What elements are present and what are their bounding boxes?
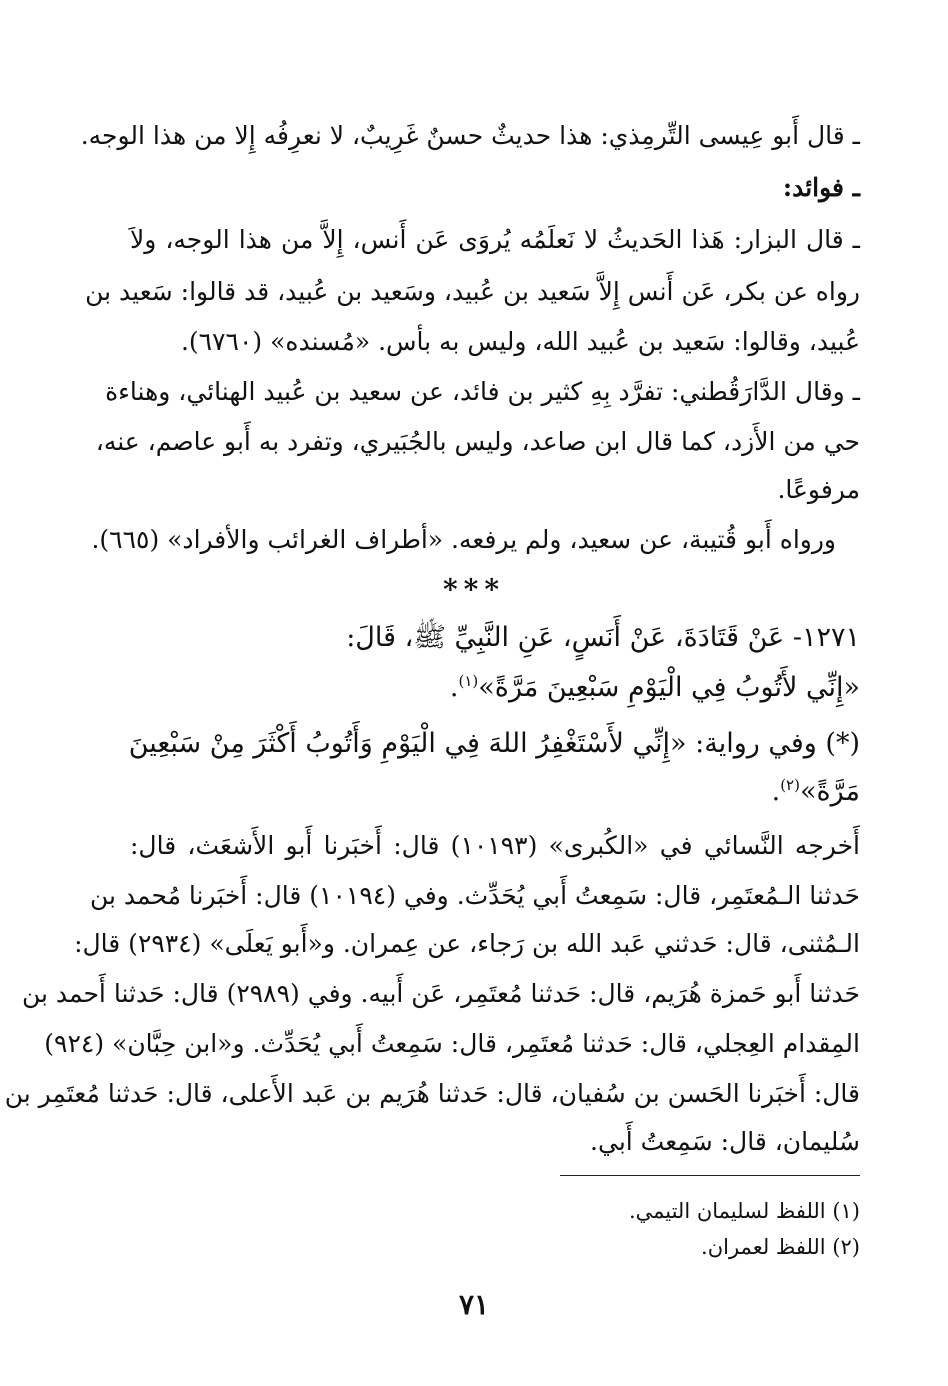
section-separator: *** xyxy=(443,573,505,606)
takhrij-line-6: قال: أَخبَرنا الحَسن بن سُفيان، قال: حَدثنا هُرَيم بن عَبد الأَعلى، قال: حَدثنا مُعتَمِر بن xyxy=(4,1079,860,1108)
tirmidhi-ruling: ـ قال أَبو عِيسى التِّرمِذي: هذا حديثٌ حسنٌ غَرِيبٌ، لا نعرِفُه إِلا من هذا الوجه. xyxy=(80,121,860,150)
hadith-variant-text: مَرَّةً» xyxy=(799,776,860,807)
hadith-variant-line-1: (*) وفي رواية: «إِنِّي لأَسْتَغْفِرُ اللهَ فِي الْيَوْمِ وَأَتُوبُ أَكْثَرَ مِنْ سَبْعِينَ xyxy=(128,728,860,759)
bazzar-line-2: رواه عن بكر، عَن أَنس إِلاَّ سَعيد بن عُبيد، وسَعيد بن عُبيد، قد قالوا: سَعيد بن xyxy=(85,277,860,306)
footnote-ref-2: (٢) xyxy=(780,776,800,794)
takhrij-line-7: سُليمان، قال: سَمِعتُ أَبي. xyxy=(590,1127,860,1156)
takhrij-line-4: حَدثنا أَبو حَمزة هُرَيم، قال: حَدثنا مُعتَمِر، عَن أَبيه. وفي (٢٩٨٩) قال: حَدثنا أَحمد بن xyxy=(21,979,860,1008)
takhrij-line-2: حَدثنا الـمُعتَمِر، قال: سَمِعتُ أَبي يُحَدِّث. وفي (١٠١٩٤) قال: أَخبَرنا مُحمد بن xyxy=(89,881,860,910)
footnote-divider xyxy=(560,1175,860,1176)
daraqutni-line-3: مرفوعًا. xyxy=(777,475,860,504)
footnote-ref-1: (١) xyxy=(458,672,479,690)
bazzar-line-3: عُبيد، وقالوا: سَعيد بن عُبيد الله، وليس به بأس. «مُسنده» (٦٧٦٠). xyxy=(180,327,860,356)
page-number: ٧١ xyxy=(458,1288,490,1321)
hadith-1271-isnad: ١٢٧١- عَنْ قَتَادَةَ، عَنْ أَنَسٍ، عَنِ النَّبِيِّ ﷺ، قَالَ: xyxy=(346,622,860,653)
abu-qutayba-note: ورواه أَبو قُتيبة، عن سعيد، ولم يرفعه. «أطراف الغرائب والأفراد» (٦٦٥). xyxy=(91,525,836,554)
hadith-1271-matn: «إِنِّي لأَتُوبُ فِي الْيَوْمِ سَبْعِينَ مَرَّةً»$^{(١)}$. xyxy=(449,672,860,703)
bazzar-line-1: ـ قال البزار: هَذا الحَديثُ لا نَعلَمُه يُروَى عَن أَنس، إِلاَّ من هذا الوجه، ولاَ xyxy=(130,225,860,254)
takhrij-line-3: الـمُثنى، قال: حَدثني عَبد الله بن رَجاء، عن عِمران. و«أَبو يَعلَى» (٢٩٣٤) قال: xyxy=(74,929,860,958)
takhrij-line-5: المِقدام العِجلي، قال: حَدثنا مُعتَمِر، قال: سَمِعتُ أَبي يُحَدِّث. و«ابن حِبَّان» (٩٢٤) xyxy=(44,1029,860,1058)
fawaid-heading: ـ فوائد: xyxy=(782,173,860,202)
hadith-matn-text: «إِنِّي لأَتُوبُ فِي الْيَوْمِ سَبْعِينَ مَرَّةً» xyxy=(478,672,860,703)
daraqutni-line-1: ـ وقال الدَّارَقُطني: تفرَّد بِهِ كثير بن فائد، عن سعيد بن عُبيد الهنائي، وهناءة xyxy=(105,377,860,406)
daraqutni-line-2: حي من الأَزد، كما قال ابن صاعد، وليس بالجُبَيري، وتفرد به أَبو عاصم، عنه، xyxy=(95,427,860,456)
hadith-variant-line-2: مَرَّةً»$^{(٢)}$. xyxy=(771,776,860,807)
footnote-2: (٢) اللفظ لعمران. xyxy=(701,1235,860,1259)
takhrij-line-1: أَخرجه النَّسائي في «الكُبرى» (١٠١٩٣) قال: أَخبَرنا أَبو الأَشعَث، قال: xyxy=(130,831,860,860)
footnote-1: (١) اللفظ لسليمان التيمي. xyxy=(628,1199,860,1223)
